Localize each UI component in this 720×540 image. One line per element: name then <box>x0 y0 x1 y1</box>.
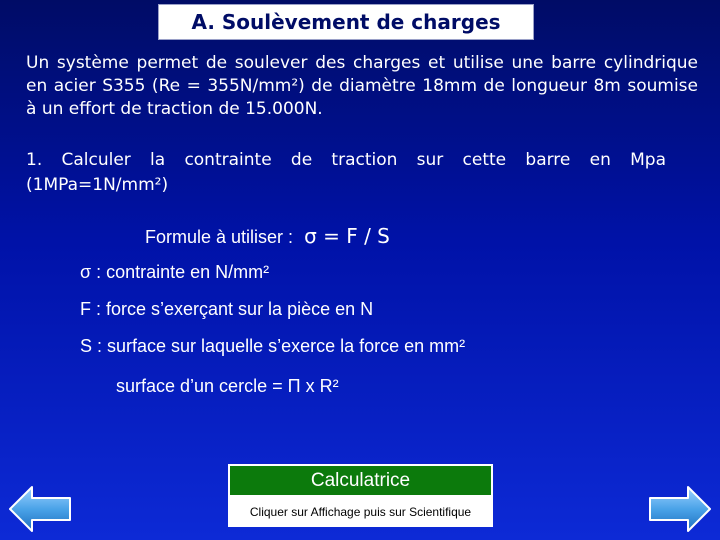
intro-text: Un système permet de soulever des charges et utilise une barre cylindrique en acier S355 (Re = 355N/mm²) de diamètre 18mm de longueur 8m soumise à un effort de traction de 15.000N. <box>26 53 698 119</box>
question-text: 1. Calculer la contrainte de traction sur cette barre en Mpa (1MPa=1N/mm²) <box>26 150 666 195</box>
formula-label: Formule à utiliser : <box>145 227 294 247</box>
calculator-button[interactable] <box>228 464 493 497</box>
calculator-hint-text: Cliquer sur Affichage puis sur Scientifique <box>249 505 472 519</box>
page-title: A. Soulèvement de charges <box>191 10 501 34</box>
arrow-right-icon[interactable] <box>648 484 712 534</box>
arrow-left-icon[interactable] <box>8 484 72 534</box>
calculator-hint <box>228 497 493 527</box>
formula: σ = F / S <box>304 224 390 248</box>
circle-area-formula: surface d’un cercle = Π x R² <box>116 376 339 396</box>
definition-sigma: σ : contrainte en N/mm² <box>80 262 270 282</box>
title-box <box>158 4 534 40</box>
calculator-button-label: Calculatrice <box>310 469 411 491</box>
formula-line <box>145 224 390 248</box>
definition-surface: S : surface sur laquelle s’exerce la force en mm² <box>80 336 466 356</box>
definition-force: F : force s’exerçant sur la pièce en N <box>80 299 374 319</box>
